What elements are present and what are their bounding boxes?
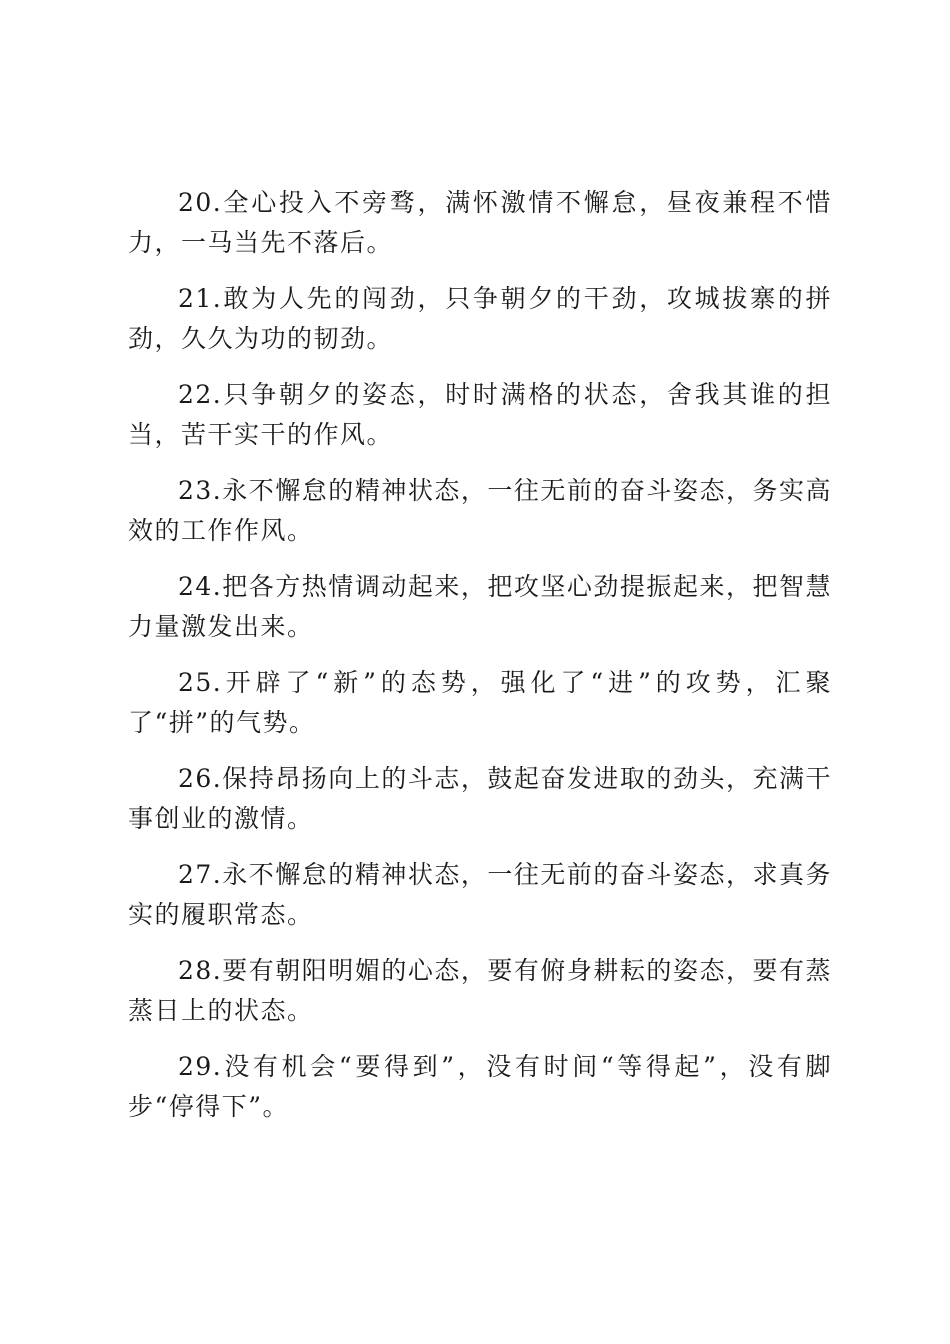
paragraph-28: 28.要有朝阳明媚的心态，要有俯身耕耘的姿态，要有蒸蒸日上的状态。 [128,956,832,1025]
paragraph-24: 24.把各方热情调动起来，把攻坚心劲提振起来，把智慧力量激发出来。 [128,572,832,641]
paragraph-22: 22.只争朝夕的姿态，时时满格的状态，舍我其谁的担当，苦干实干的作风。 [128,380,832,449]
paragraph-26: 26.保持昂扬向上的斗志，鼓起奋发进取的劲头，充满干事创业的激情。 [128,764,832,833]
paragraph-21: 21.敢为人先的闯劲，只争朝夕的干劲，攻城拔寨的拼劲，久久为功的韧劲。 [128,284,832,353]
paragraph-23: 23.永不懈怠的精神状态，一往无前的奋斗姿态，务实高效的工作作风。 [128,476,832,545]
paragraph-25: 25.开辟了“新”的态势，强化了“进”的攻势，汇聚了“拼”的气势。 [128,668,832,737]
document-body [128,183,832,1143]
paragraph-29: 29.没有机会“要得到”，没有时间“等得起”，没有脚步“停得下”。 [128,1052,832,1121]
paragraph-20: 20.全心投入不旁骛，满怀激情不懈怠，昼夜兼程不惜力，一马当先不落后。 [128,188,832,257]
paragraph-27: 27.永不懈怠的精神状态，一往无前的奋斗姿态，求真务实的履职常态。 [128,860,832,929]
